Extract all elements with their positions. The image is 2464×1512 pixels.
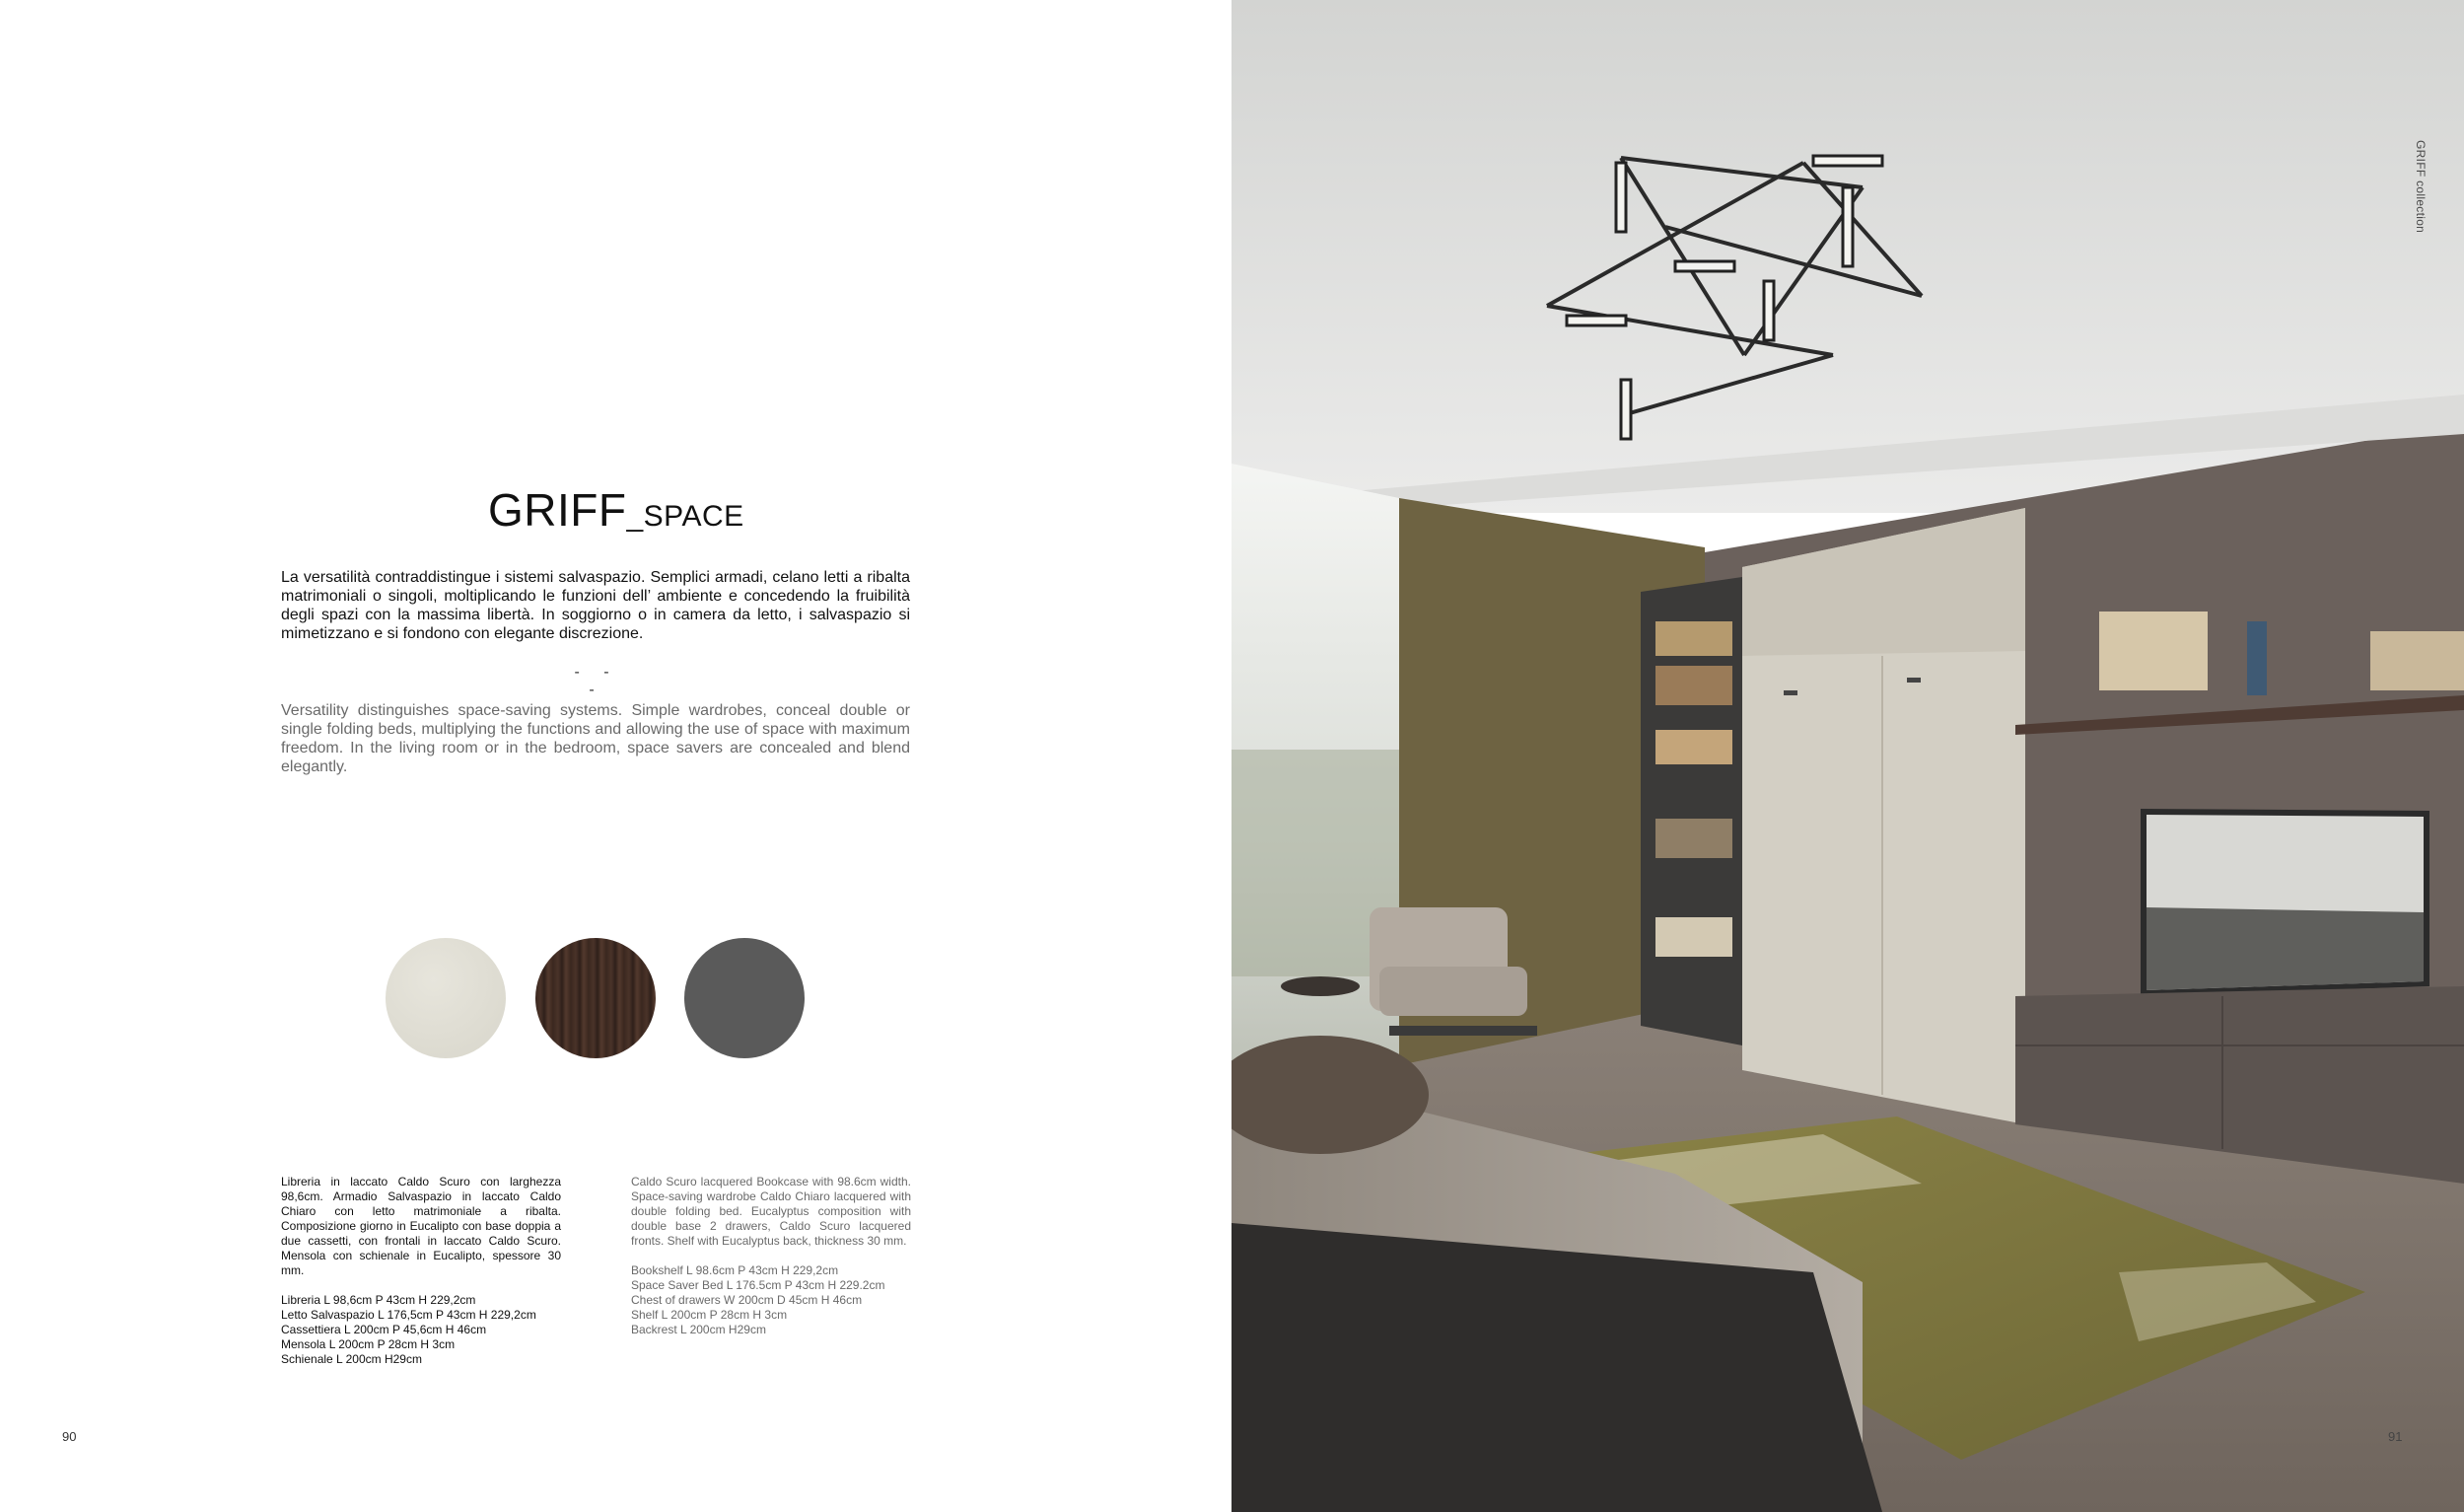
spec-english: [631, 1175, 911, 1337]
spec-item: Cassettiera L 200cm P 45,6cm H 46cm: [281, 1323, 487, 1336]
interior-photo: [1232, 0, 2464, 1512]
spec-item: Shelf L 200cm P 28cm H 3cm: [631, 1308, 788, 1322]
spec-item: Letto Salvaspazio L 176,5cm P 43cm H 229,2cm: [281, 1308, 536, 1322]
spec-item: Bookshelf L 98.6cm P 43cm H 229,2cm: [631, 1263, 839, 1277]
spec-italian: [281, 1175, 561, 1367]
collection-label: GRIFF collection: [2414, 140, 2428, 234]
spec-item: Chest of drawers W 200cm D 45cm H 46cm: [631, 1293, 863, 1307]
title-brand: GRIFF: [488, 484, 627, 536]
spec-item: Space Saver Bed L 176.5cm P 43cm H 229.2cm: [631, 1278, 885, 1292]
page-number-right: 91: [2388, 1429, 2403, 1444]
caldo-scuro-swatch: [684, 938, 805, 1058]
spec-english-list: [631, 1263, 911, 1337]
spec-item: Mensola L 200cm P 28cm H 3cm: [281, 1337, 456, 1351]
intro-english: Versatility distinguishes space-saving systems. Simple wardrobes, conceal double or single folding beds, multiplying the functions and allowing the use of space with maximum freedom. In the living room or in the bedroom, space savers are concealed and blend elegantly.: [281, 702, 910, 775]
page-number-left: 90: [62, 1429, 77, 1444]
separator: - - -: [574, 664, 619, 698]
intro-italian: La versatilità contraddistingue i sistemi salvaspazio. Semplici armadi, celano letti a ribalta matrimoniali o singoli, moltiplicando le funzioni dell’ ambiente e concedendo la fruibilità degli spazi con la massima libertà. In soggiorno o in camera da letto, i salvaspazio si mimetizzano e si fondono con elegante discrezione.: [281, 569, 910, 642]
spec-item: Schienale L 200cm H29cm: [281, 1352, 422, 1366]
spec-italian-description: Libreria in laccato Caldo Scuro con larghezza 98,6cm. Armadio Salvaspazio in laccato Caldo Chiaro con letto matrimoniale a ribalta. Composizione giorno in Eucalipto con base doppia a due cassetti, con frontali in laccato Caldo Scuro. Mensola con schienale in Eucalipto, spessore 30 mm.: [281, 1175, 561, 1277]
spec-item: Backrest L 200cm H29cm: [631, 1323, 766, 1336]
spec-english-description: Caldo Scuro lacquered Bookcase with 98.6cm width. Space-saving wardrobe Caldo Chiaro lacquered with double folding bed. Eucalyptus composition with double base 2 drawers, Caldo Scuro lacquered fronts. Shelf with Eucalyptus back, thickness 30 mm.: [631, 1175, 911, 1248]
title-suffix: _SPACE: [626, 500, 744, 533]
caldo-chiaro-swatch: [386, 938, 506, 1058]
eucalipto-swatch: [535, 938, 656, 1058]
page-title: [488, 483, 744, 537]
spec-italian-list: [281, 1293, 561, 1367]
spec-item: Libreria L 98,6cm P 43cm H 229,2cm: [281, 1293, 476, 1307]
